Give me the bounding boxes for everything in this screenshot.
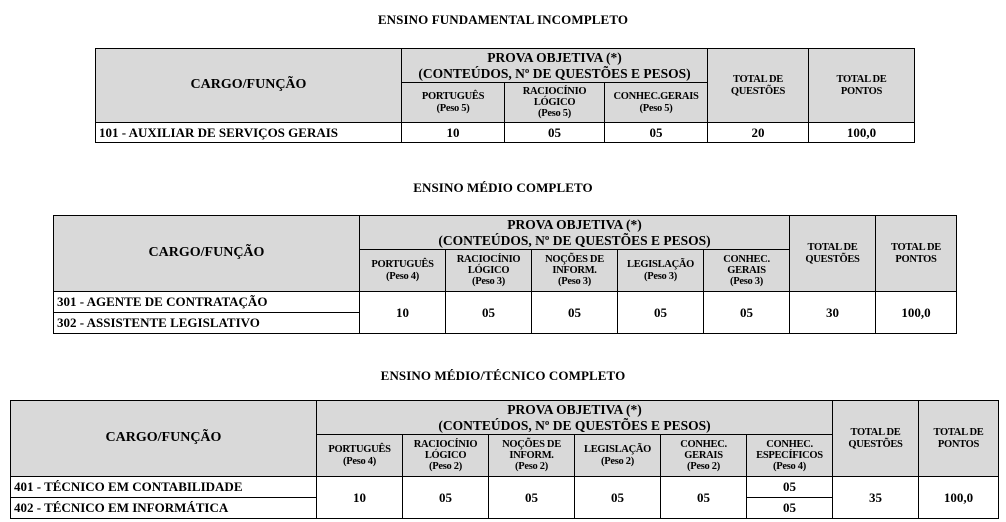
value-cell: 05 <box>403 477 489 519</box>
section-title-medio: ENSINO MÉDIO COMPLETO <box>413 180 593 195</box>
total-pontos-header: TOTAL DE PONTOS <box>876 216 957 292</box>
section-title-fundamental: ENSINO FUNDAMENTAL INCOMPLETO <box>377 12 629 27</box>
prova-objetiva-header: PROVA OBJETIVA (*) (CONTEÚDOS, Nº DE QUESTÕES E PESOS) <box>360 216 790 250</box>
total-questoes-header: TOTAL DE QUESTÕES <box>833 401 919 477</box>
cargo-row-label: 101 - AUXILIAR DE SERVIÇOS GERAIS <box>96 123 402 143</box>
total-pontos-header: TOTAL DE PONTOS <box>919 401 999 477</box>
value-cell: 10 <box>360 292 446 334</box>
total-questoes-header: TOTAL DE QUESTÕES <box>790 216 876 292</box>
value-cell: 05 <box>605 123 708 143</box>
cargo-row-label: 402 - TÉCNICO EM INFORMÁTICA <box>11 498 317 519</box>
total-pontos-value: 100,0 <box>809 123 915 143</box>
value-cell: 05 <box>532 292 618 334</box>
prova-objetiva-header: PROVA OBJETIVA (*) (CONTEÚDOS, Nº DE QUESTÕES E PESOS) <box>317 401 833 435</box>
subject-raciocinio-logico: RACIOCÍNIO LÓGICO (Peso 3) <box>446 250 532 292</box>
value-cell: 05 <box>505 123 605 143</box>
subject-legislacao: LEGISLAÇÃO (Peso 2) <box>575 435 661 477</box>
value-cell: 05 <box>618 292 704 334</box>
total-questoes-value: 30 <box>790 292 876 334</box>
cargo-header: CARGO/FUNÇÃO <box>96 49 402 123</box>
cargo-row-label: 302 - ASSISTENTE LEGISLATIVO <box>54 313 360 334</box>
subject-conhec-gerais: CONHEC. GERAIS (Peso 3) <box>704 250 790 292</box>
prova-objetiva-header: PROVA OBJETIVA (*) (CONTEÚDOS, Nº DE QUESTÕES E PESOS) <box>402 49 708 83</box>
cargo-row-label: 401 - TÉCNICO EM CONTABILIDADE <box>11 477 317 498</box>
subject-nocoes-informatica: NOÇÕES DE INFORM. (Peso 3) <box>532 250 618 292</box>
subject-legislacao: LEGISLAÇÃO (Peso 3) <box>618 250 704 292</box>
cargo-header: CARGO/FUNÇÃO <box>54 216 360 292</box>
value-cell: 05 <box>704 292 790 334</box>
total-pontos-value: 100,0 <box>919 477 999 519</box>
subject-conhec-especificos: CONHEC. ESPECÍFICOS (Peso 4) <box>747 435 833 477</box>
cargo-header: CARGO/FUNÇÃO <box>11 401 317 477</box>
total-questoes-value: 35 <box>833 477 919 519</box>
subject-nocoes-informatica: NOÇÕES DE INFORM. (Peso 2) <box>489 435 575 477</box>
total-questoes-value: 20 <box>708 123 809 143</box>
total-questoes-header: TOTAL DE QUESTÕES <box>708 49 809 123</box>
section-title-medio-tecnico: ENSINO MÉDIO/TÉCNICO COMPLETO <box>380 368 626 383</box>
total-pontos-header: TOTAL DE PONTOS <box>809 49 915 123</box>
total-pontos-value: 100,0 <box>876 292 957 334</box>
value-cell: 05 <box>661 477 747 519</box>
cargo-row-label: 301 - AGENTE DE CONTRATAÇÃO <box>54 292 360 313</box>
value-cell: 10 <box>402 123 505 143</box>
value-cell: 10 <box>317 477 403 519</box>
value-cell: 05 <box>575 477 661 519</box>
value-cell: 05 <box>446 292 532 334</box>
subject-conhec-gerais: CONHEC.GERAIS (Peso 5) <box>605 83 708 123</box>
specific-value-cell: 05 <box>747 477 833 498</box>
subject-raciocinio-logico: RACIOCÍNIO LÓGICO (Peso 2) <box>403 435 489 477</box>
value-cell: 05 <box>489 477 575 519</box>
subject-conhec-gerais: CONHEC. GERAIS (Peso 2) <box>661 435 747 477</box>
table-medio-tecnico <box>10 400 999 519</box>
subject-raciocinio-logico: RACIOCÍNIO LÓGICO (Peso 5) <box>505 83 605 123</box>
subject-portugues: PORTUGUÊS (Peso 4) <box>317 435 403 477</box>
subject-portugues: PORTUGUÊS (Peso 4) <box>360 250 446 292</box>
specific-value-cell: 05 <box>747 498 833 519</box>
subject-portugues: PORTUGUÊS (Peso 5) <box>402 83 505 123</box>
table-medio <box>53 215 957 334</box>
table-fundamental <box>95 48 915 143</box>
